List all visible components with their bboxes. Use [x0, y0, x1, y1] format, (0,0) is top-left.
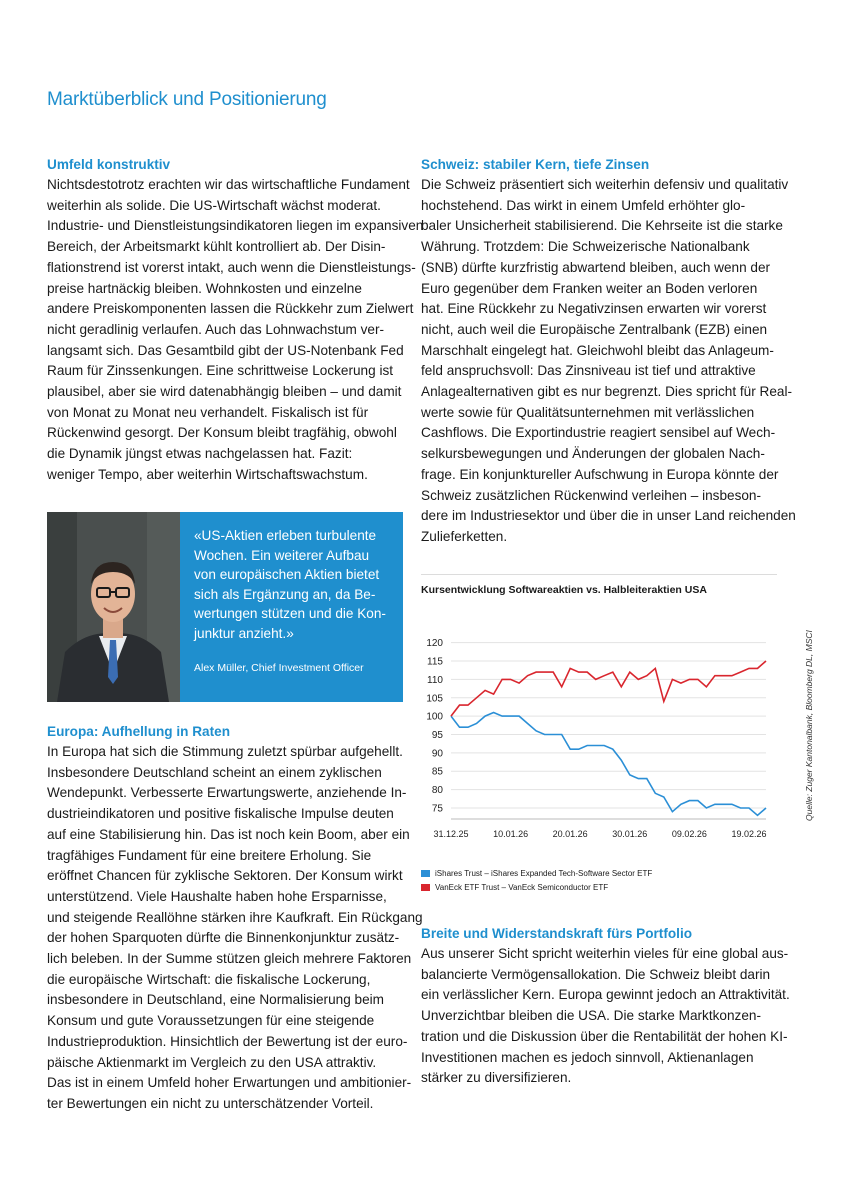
legend-item-semiconductor	[421, 880, 652, 894]
text-portfolio	[421, 944, 790, 1089]
text-line: Wochen. Ein weiterer Aufbau	[194, 547, 370, 563]
text-line: tration und die Diskussion über die Rentabilität der hohen KI-	[421, 1028, 788, 1044]
text-line: Die Schweiz präsentiert sich weiterhin defensiv und qualitativ	[421, 177, 789, 192]
x-tick-label: 31.12.25	[433, 829, 469, 839]
heading-europa: Europa: Aufhellung in Raten	[47, 724, 231, 739]
text-line: Industrieproduktion. Hinsichtlich der Bewertung ist der euro-	[47, 1033, 408, 1049]
chart-source	[792, 625, 814, 825]
text-line: lich beleben. In der Summe stützen gleich mehrere Faktoren	[47, 951, 412, 967]
text-line: Investitionen machen es jedoch sinnvoll, Aktienanlagen	[421, 1049, 754, 1065]
text-line: von europäischen Aktien bietet	[194, 567, 380, 582]
y-tick-label: 75	[431, 803, 443, 815]
text-line: weiterhin als solide. Die US-Wirtschaft wächst moderat.	[47, 197, 381, 213]
text-line: «US-Aktien erleben turbulente	[194, 528, 377, 543]
chart-legend	[421, 866, 652, 894]
text-line: frage. Ein konjunktureller Aufschwung in Europa könnte der	[421, 466, 779, 482]
y-tick-label: 120	[426, 638, 443, 650]
quote-panel	[180, 512, 403, 702]
text-line: Industrie- und Dienstleistungsindikatoren liegen im expansiven	[47, 218, 424, 234]
text-line: unterstützend. Viele Haushalte haben hohe Ersparnisse,	[47, 888, 387, 904]
chart-source-text: Quelle: Zuger Kantonalbank, Bloomberg DL, MSCI	[804, 630, 814, 821]
series-line-software	[451, 713, 766, 816]
section-europa	[47, 721, 423, 1115]
text-line: Unverzichtbar bleiben die USA. Die starke Marktkonzen-	[421, 1008, 761, 1024]
chart-svg	[421, 629, 777, 869]
text-line: Insbesondere Deutschland scheint an einem zyklischen	[47, 764, 382, 780]
y-tick-label: 115	[427, 656, 443, 668]
text-line: plausibel, aber sie wird datenabhängig bleiben – und damit	[47, 384, 402, 400]
text-line: hat. Eine Rückkehr zu Negativzinsen erwarten wir vorerst	[421, 301, 767, 317]
text-line: Anlagealternativen gibt es nur begrenzt. Dies spricht für Real-	[421, 384, 793, 400]
text-line: weniger Tempo, aber weiterhin Wirtschaftswachstum.	[47, 466, 368, 482]
text-line: eröffnet Chancen für zyklische Sektoren. Der Konsum wirkt	[47, 868, 403, 884]
chart-divider	[421, 574, 777, 575]
heading-schweiz: Schweiz: stabiler Kern, tiefe Zinsen	[421, 157, 650, 172]
x-tick-label: 09.02.26	[671, 829, 707, 839]
text-line: Währung. Trotzdem: Die Schweizerische Nationalbank	[421, 239, 750, 255]
portrait-photo	[47, 512, 180, 702]
text-line: nicht, auch weil die Europäische Zentralbank (EZB) einen	[421, 321, 768, 337]
section-portfolio	[421, 923, 790, 1089]
text-line: die europäische Wirtschaft: die fiskalische Lockerung,	[47, 971, 371, 987]
text-line: Schweiz zusätzlichen Rückenwind verleihen – insbeson-	[421, 487, 762, 503]
heading-portfolio: Breite und Widerstandskraft fürs Portfolio	[421, 926, 693, 941]
text-europa	[47, 742, 423, 1115]
text-line: Nichtsdestotrotz erachten wir das wirtschaftliche Fundament	[47, 177, 410, 192]
text-line: Raum für Zinssenkungen. Eine schrittweise Lockerung ist	[47, 363, 394, 379]
text-line: langsamt sich. Das Gesamtbild gibt der US-Notenbank Fed	[47, 342, 404, 358]
text-line: baler Unsicherheit stabilisierend. Die Kehrseite ist die starke	[421, 218, 783, 234]
text-line: Cashflows. Die Exportindustrie reagiert sensibel auf Wech-	[421, 425, 776, 441]
y-tick-label: 90	[431, 748, 443, 760]
text-line: Rückenwind gesorgt. Der Konsum bleibt tragfähig, obwohl	[47, 425, 397, 441]
text-line: von Monat zu Monat neu verhandelt. Fiskalisch ist für	[47, 404, 369, 420]
text-line: feld anspruchsvoll: Das Zinsniveau ist tief und attraktive	[421, 363, 756, 379]
text-line: balancierte Vermögensallokation. Die Schweiz bleibt darin	[421, 966, 771, 982]
text-line: Zulieferketten.	[421, 528, 508, 544]
text-line: dustrieindikatoren und positive fiskalische Impulse deuten	[47, 806, 394, 822]
text-line: ter Bewertungen ein nicht zu unterschätzender Vorteil.	[47, 1095, 374, 1111]
text-line: Aus unserer Sicht spricht weiterhin vieles für eine global aus-	[421, 946, 789, 961]
y-tick-label: 110	[427, 674, 443, 686]
y-tick-label: 105	[426, 693, 443, 705]
text-line: der hohen Sparquoten dürfte die Binnenkonjunktur zusätz-	[47, 930, 400, 946]
section-umfeld	[47, 154, 424, 486]
text-line: nicht geradlinig verlaufen. Auch das Lohnwachstum ver-	[47, 321, 385, 337]
text-schweiz	[421, 175, 796, 548]
text-line: preise hartnäckig bleiben. Wohnkosten und einzelne	[47, 280, 362, 296]
y-tick-label: 80	[431, 785, 443, 797]
x-tick-label: 20.01.26	[552, 829, 588, 839]
series-line-semiconductor	[451, 661, 766, 716]
legend-label-semiconductor: VanEck ETF Trust – VanEck Semiconductor ETF	[435, 882, 609, 892]
section-schweiz	[421, 154, 796, 548]
legend-swatch-semiconductor	[421, 884, 430, 891]
heading-umfeld: Umfeld konstruktiv	[47, 157, 171, 172]
text-line: werte sowie für Qualitätsunternehmen mit verlässlichen	[421, 404, 755, 420]
x-tick-label: 10.01.26	[493, 829, 529, 839]
text-line: die Dynamik jüngst etwas nachgelassen hat. Fazit:	[47, 446, 353, 462]
text-line: junktur anzieht.»	[194, 625, 294, 641]
text-line: auf eine Stabilisierung hin. Das ist noch kein Boom, aber ein	[47, 826, 410, 842]
text-line: dere im Industriesektor und über die in unser Land reichenden	[421, 508, 796, 524]
legend-item-software	[421, 866, 652, 880]
text-line: päische Aktienmarkt im Vergleich zu den USA attraktiv.	[47, 1054, 377, 1070]
page-title: Marktüberblick und Positionierung	[47, 89, 327, 110]
text-line: flationstrend ist vorerst intakt, auch wenn die Dienstleistungs-	[47, 259, 416, 275]
text-line: In Europa hat sich die Stimmung zuletzt spürbar aufgehellt.	[47, 744, 403, 759]
text-line: insbesondere in Deutschland, eine Normalisierung beim	[47, 992, 385, 1008]
text-line: Das ist in einem Umfeld hoher Erwartungen und ambitionier-	[47, 1075, 412, 1091]
quote-box	[47, 512, 403, 702]
text-line: (SNB) dürfte kurzfristig abwartend bleiben, auch wenn der	[421, 259, 771, 275]
text-line: Euro gegenüber dem Franken weiter an Boden verloren	[421, 280, 758, 296]
text-line: selkursbewegungen und Änderungen der globalen Nach-	[421, 446, 765, 462]
text-line: Marschhalt eingelegt hat. Gleichwohl bleibt das Anlageum-	[421, 342, 774, 358]
text-line: ein verlässlicher Kern. Europa gewinnt jedoch an Attraktivität.	[421, 987, 790, 1003]
y-tick-label: 100	[426, 711, 443, 723]
text-line: und steigende Reallöhne stärken ihre Kaufkraft. Ein Rückgang	[47, 909, 423, 925]
text-line: tragfähiges Fundament für eine breitere Erholung. Sie	[47, 847, 372, 863]
text-line: wertungen stützen und die Kon-	[194, 606, 386, 621]
text-line: Wendepunkt. Verbesserte Erwartungswerte, anziehende In-	[47, 785, 407, 801]
y-tick-label: 95	[431, 730, 443, 742]
quote-text	[194, 526, 386, 643]
chart-title: Kursentwicklung Softwareaktien vs. Halbleiteraktien USA	[421, 584, 707, 596]
legend-swatch-software	[421, 870, 430, 877]
legend-label-software: iShares Trust – iShares Expanded Tech-Software Sector ETF	[435, 868, 653, 878]
text-line: sich als Ergänzung an, da Be-	[194, 586, 376, 602]
y-tick-label: 85	[431, 766, 443, 778]
text-line: andere Preiskomponenten lassen die Rückkehr zum Zielwert	[47, 301, 414, 317]
quote-author: Alex Müller, Chief Investment Officer	[194, 662, 364, 674]
text-line: hochstehend. Das wirkt in einem Umfeld erhöhter glo-	[421, 197, 746, 213]
text-line: Konsum und gute Voraussetzungen für eine steigende	[47, 1013, 375, 1029]
text-line: stärker zu diversifizieren.	[421, 1070, 572, 1086]
x-tick-label: 19.02.26	[731, 829, 767, 839]
text-umfeld	[47, 175, 424, 486]
x-tick-label: 30.01.26	[612, 829, 648, 839]
text-line: Bereich, der Arbeitsmarkt kühlt kontrolliert ab. Der Disin-	[47, 239, 386, 255]
